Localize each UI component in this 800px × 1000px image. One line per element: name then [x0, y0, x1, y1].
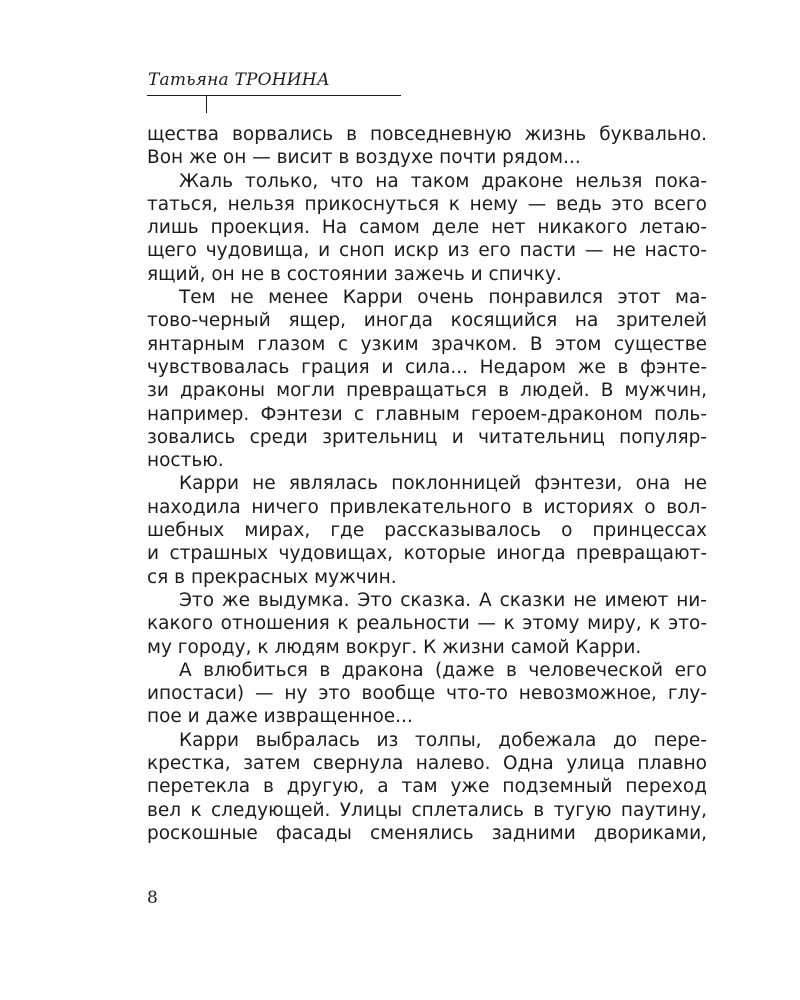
text-line: щего чудовища, и сноп искр из его пасти — не насто- [147, 240, 707, 262]
text-line: ипостаси) — ну это вообще что-то невозможное, глу- [147, 683, 707, 705]
text-line: чувствовалась грация и сила... Недаром же в фэнте- [147, 356, 707, 378]
text-line: зовались среди зрительниц и читательниц популяр- [147, 426, 707, 448]
text-line: Тем не менее Карри очень понравился этот ма- [179, 287, 707, 309]
text-line: янтарным глазом с узким зрачком. В этом существе [147, 333, 707, 355]
text-line: му городу, к людям вокруг. К жизни самой Карри. [147, 636, 642, 658]
text-line: Карри не являлась поклонницей фэнтези, она не [179, 473, 707, 495]
text-line: например. Фэнтези с главным героем-драконом поль- [147, 403, 707, 425]
text-line: какого отношения к реальности — к этому миру, к это- [147, 613, 707, 635]
running-head: Татьяна ТРОНИНА [148, 70, 330, 90]
text-line: шебных мирах, где рассказывалось о принцессах [147, 520, 707, 542]
text-line: тово-черный ящер, иногда косящийся на зрителей [147, 310, 707, 332]
header-rule [147, 95, 401, 96]
text-line: Жаль только, что на таком драконе нельзя пока- [179, 170, 707, 192]
text-line: перетекла в другую, а там уже подземный переход [147, 776, 707, 798]
text-line: Вон же он — висит в воздухе почти рядом... [147, 147, 581, 169]
text-line: ся в прекрасных мужчин. [147, 566, 397, 588]
text-line: вел к следующей. Улицы сплетались в тугую паутину, [147, 799, 707, 821]
text-line: ящий, он не в состоянии зажечь и спичку. [147, 263, 562, 285]
text-line: роскошные фасады сменялись задними двориками, [147, 822, 707, 844]
page-number: 8 [147, 888, 158, 908]
text-line: щества ворвались в повседневную жизнь буквально. [147, 124, 707, 145]
text-line: зи драконы могли превращаться в людей. В мужчин, [147, 380, 707, 402]
text-line: таться, нельзя прикоснуться к нему — ведь это всего [147, 193, 707, 215]
text-line: лишь проекция. На самом деле нет никакого летаю- [147, 217, 707, 239]
text-line: пое и даже извращенное... [147, 706, 413, 728]
text-line: находила ничего привлекательного в историях о вол- [147, 496, 707, 518]
text-line: А влюбиться в дракона (даже в человеческой его [179, 659, 707, 681]
text-line: ностью. [147, 450, 224, 472]
header-rule-tick [206, 95, 207, 113]
text-line: крестка, затем свернула налево. Одна улица плавно [147, 753, 707, 775]
body-text [147, 123, 707, 845]
text-line: Это же выдумка. Это сказка. А сказки не имеют ни- [179, 589, 707, 611]
text-line: Карри выбралась из толпы, добежала до пере- [179, 729, 707, 751]
text-line: и страшных чудовищах, которые иногда превращают- [147, 543, 707, 565]
